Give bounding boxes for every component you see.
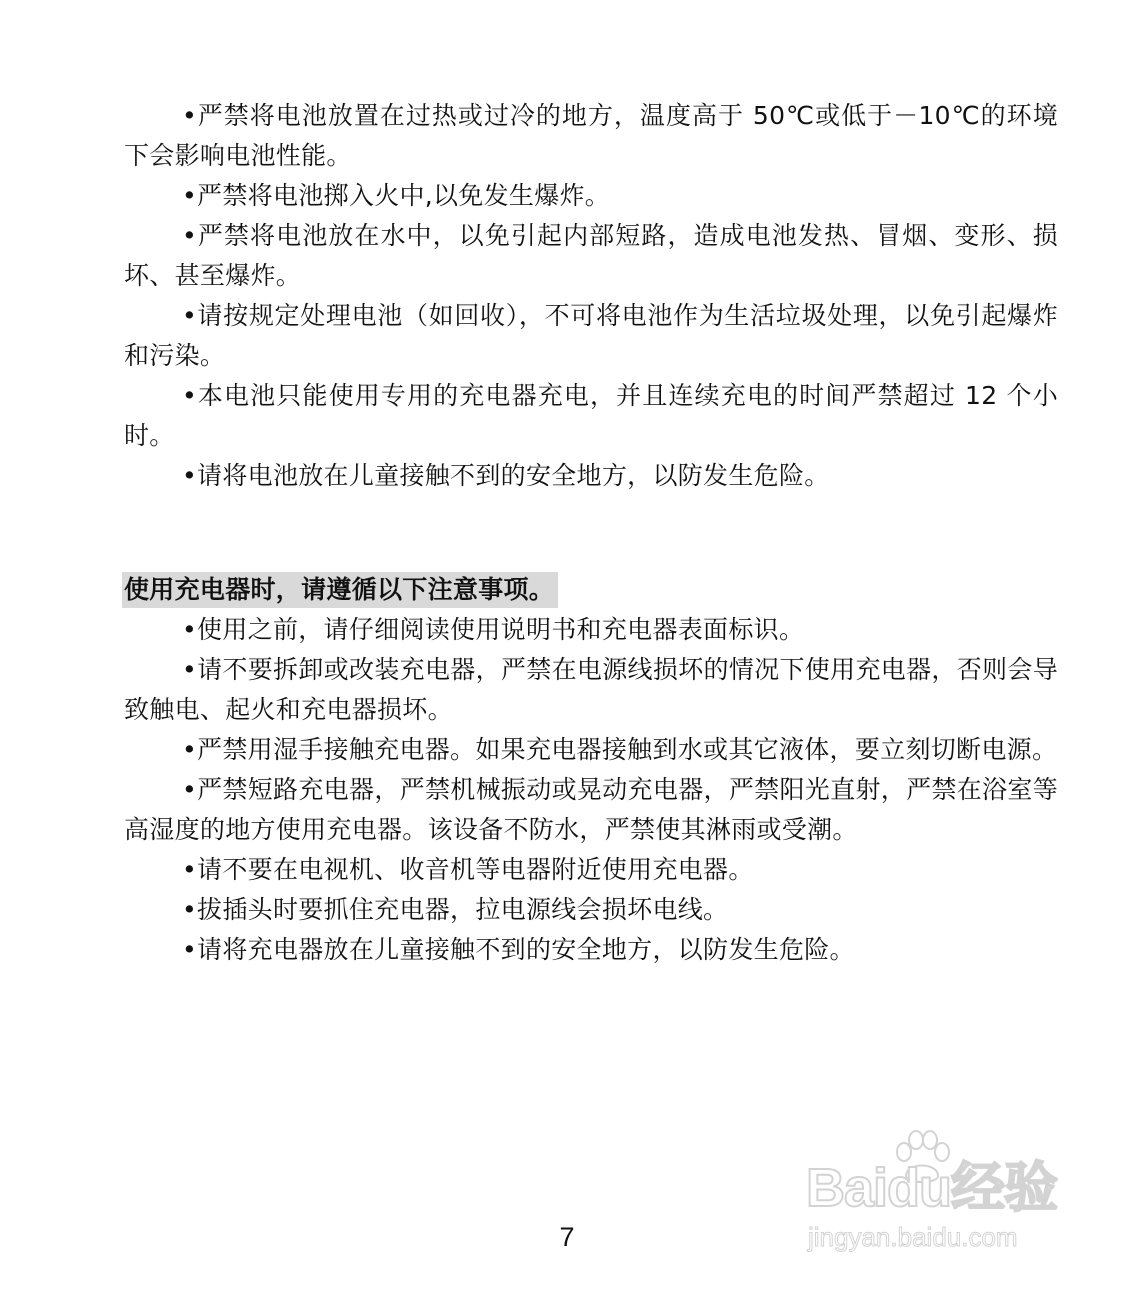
- battery-paragraph: •请按规定处理电池（如回收），不可将电池作为生活垃圾处理，以免引起爆炸和污染。: [124, 301, 1058, 370]
- charger-paragraph: •严禁用湿手接触充电器。如果充电器接触到水或其它液体，要立刻切断电源。: [182, 735, 1058, 764]
- battery-paragraph: •严禁将电池掷入火中,以免发生爆炸。: [182, 181, 611, 210]
- battery-paragraph: •严禁将电池放在水中，以免引起内部短路，造成电池发热、冒烟、变形、损坏、甚至爆炸。: [124, 221, 1058, 290]
- charger-paragraph: •严禁短路充电器，严禁机械振动或晃动充电器，严禁阳光直射，严禁在浴室等高湿度的地方使用充电器。该设备不防水，严禁使其淋雨或受潮。: [124, 775, 1058, 844]
- page-number: 7: [559, 1222, 575, 1252]
- battery-paragraph: •本电池只能使用专用的充电器充电，并且连续充电的时间严禁超过 12 个小时。: [124, 381, 1058, 450]
- charger-paragraph: •请不要在电视机、收音机等电器附近使用充电器。: [182, 855, 754, 884]
- watermark-url-text: jingyan.baidu.com: [808, 1222, 1018, 1252]
- charger-paragraph: •请将充电器放在儿童接触不到的安全地方，以防发生危险。: [182, 935, 855, 964]
- charger-paragraph: •拔插头时要抓住充电器，拉电源线会损坏电线。: [182, 895, 729, 924]
- battery-safety-section: [124, 96, 1058, 496]
- charger-paragraph: •使用之前，请仔细阅读使用说明书和充电器表面标识。: [182, 615, 805, 644]
- charger-paragraph: •请不要拆卸或改装充电器，严禁在电源线损坏的情况下使用充电器，否则会导致触电、起火和充电器损坏。: [124, 655, 1058, 724]
- manual-page: [124, 96, 1058, 970]
- charger-safety-section: [124, 572, 1058, 970]
- battery-paragraph: •请将电池放在儿童接触不到的安全地方，以防发生危险。: [182, 461, 830, 490]
- battery-paragraph: •严禁将电池放置在过热或过冷的地方，温度高于 50℃或低于－10℃的环境下会影响电池性能。: [124, 101, 1058, 170]
- section-heading: 使用充电器时，请遵循以下注意事项。: [122, 572, 558, 608]
- watermark-logo-text: Baidu经验: [806, 1158, 1058, 1218]
- section-gap: [124, 496, 1058, 572]
